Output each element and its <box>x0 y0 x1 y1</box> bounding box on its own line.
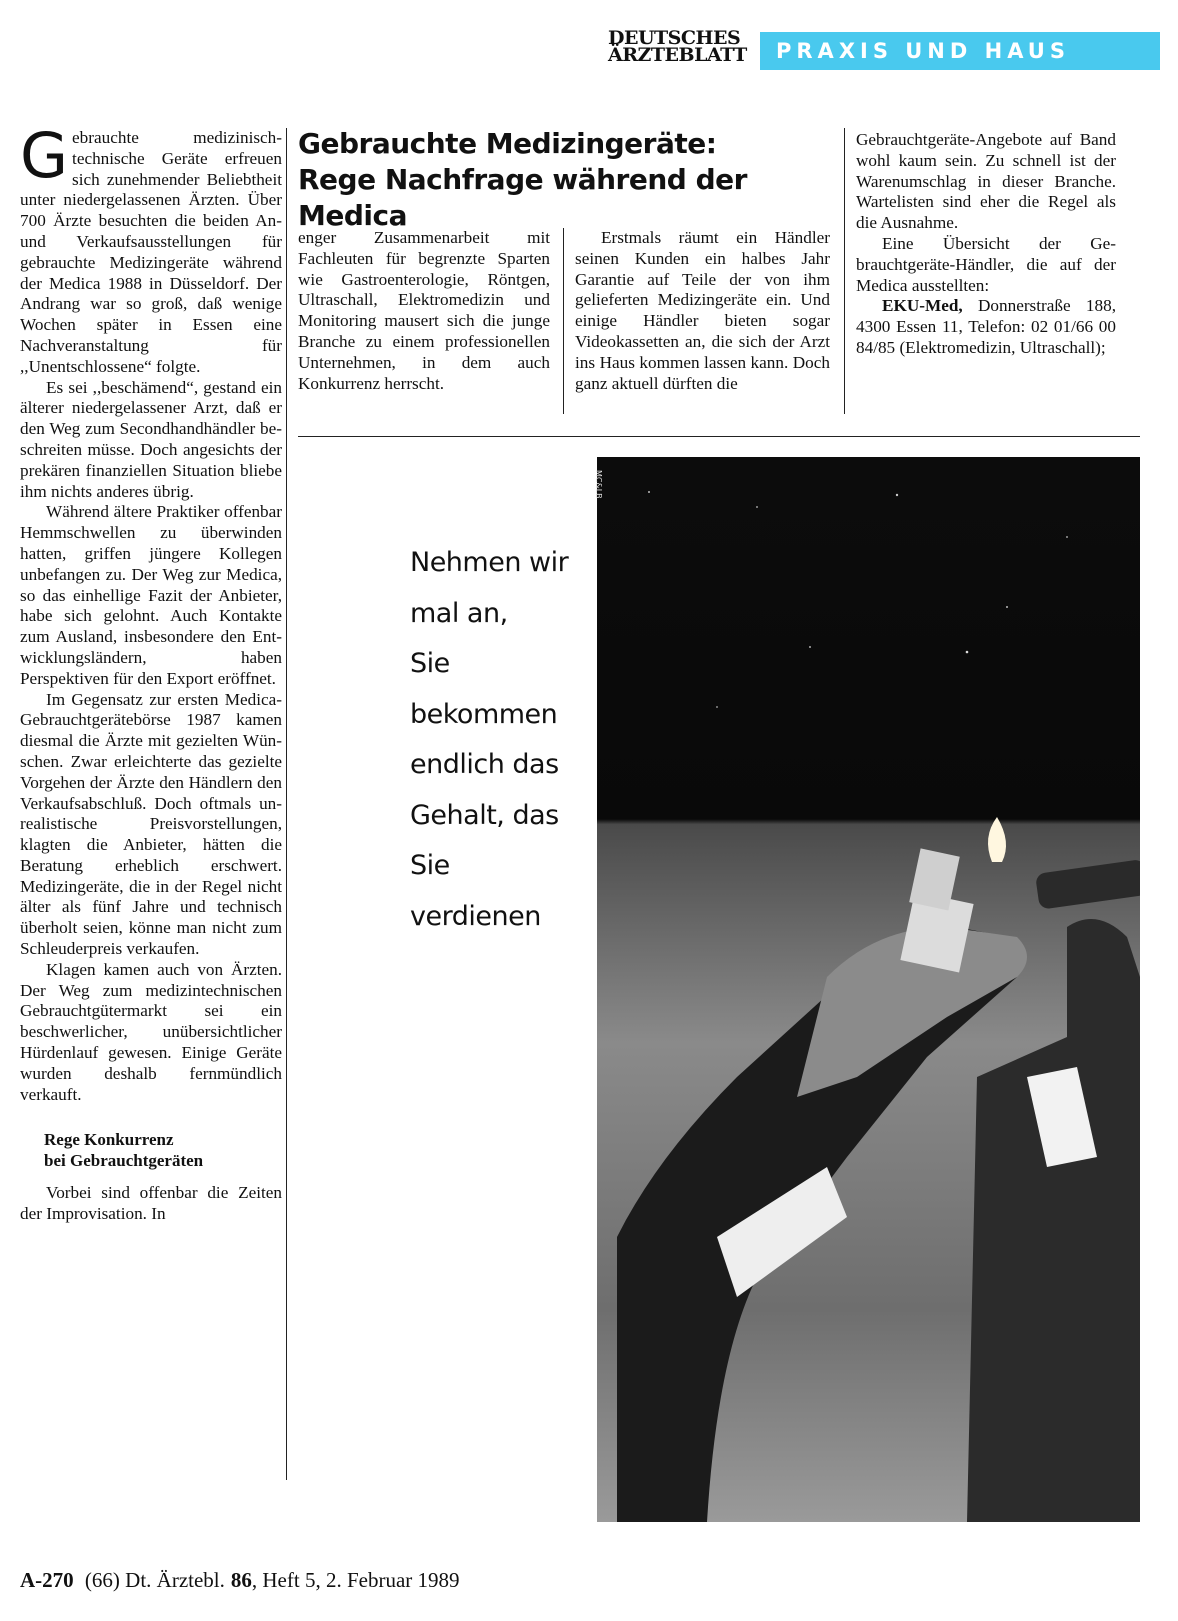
subheading-line-2: bei Gebrauchtgeräten <box>44 1151 204 1171</box>
paragraph: Erstmals räumt ein Händler seinen Kunden ein halbes Jahr Garantie auf Teile der von ihm gelieferten Medizingeräte ein. Und einige Händler bieten sogar Videokassetten an, die sich der Arzt ins Haus kommen lassen kann. Doch ganz aktuell dürften die <box>575 228 830 393</box>
company-address: Donnerstraße 188, 4300 Essen 11, Telefon: 02 01/66 00 84/85 (Elektromedizin, Ultraschall); <box>856 296 1116 357</box>
ad-line: mal an, <box>410 597 508 629</box>
headline-line-2: Rege Nachfrage während der Medica <box>298 163 747 232</box>
lead-paragraph <box>20 119 282 378</box>
volume-number: 86 <box>230 1568 252 1592</box>
paragraph: Vorbei sind offenbar die Zeiten der Improvisation. In <box>20 1183 282 1224</box>
lighter-cigar-illustration <box>597 457 1140 1522</box>
drop-cap: G <box>20 119 69 192</box>
masthead-line-2: ÄRZTEBLATT <box>608 44 747 66</box>
photo-credit: MC&LB <box>594 470 603 499</box>
advertisement-copy <box>410 538 600 942</box>
paragraph: Gebrauchtgeräte-Angebote auf Band wohl kaum sein. Zu schnell ist der Warenumschlag in dieser Branche. Wartelisten sind eher die Regel als die Ausnahme. <box>856 130 1116 233</box>
column-divider <box>563 228 564 414</box>
headline-line-1: Gebrauchte Medizingeräte: <box>298 127 717 160</box>
masthead-line-1: DEUTSCHES <box>608 27 741 49</box>
article-column-3 <box>575 228 830 394</box>
section-banner: PRAXIS UND HAUS <box>760 32 1160 70</box>
ad-line: Nehmen wir <box>410 547 569 578</box>
subheading-line-1: Rege Konkurrenz <box>44 1130 174 1150</box>
paragraph: Es sei ,,beschämend“, gestand ein älterer niedergelassener Arzt, daß er den Weg zum Secondhandhändler beschreiten müsse. Doch angesichts der prekären finanziellen Situation bliebe ihm nichts anderes übrig. <box>20 377 282 501</box>
masthead-logo <box>608 27 748 66</box>
ad-line: Sie bekommen <box>410 648 558 730</box>
paragraph: enger Zusammenarbeit mit Fachleuten für begrenzte Sparten wie Gastroenterologie, Röntgen, Ultraschall, Elektromedizin und Monitoring mausert sich die junge Branche zu einem professionellen Unternehmen, in dem auch Konkurrenz herrscht. <box>298 228 550 393</box>
paragraph: Im Gegensatz zur ersten Medica-Gebrauchtgerätebörse 1987 kamen diesmal die Ärzte mit gezielten Wünschen. Zwar erleichterte das gezielte Vorgehen der Ärzte den Händlern den Verkaufsabschluß. Doch oftmals unrealistische Preisvorstellungen, klagten die Anbieter, hätten die Beratung erheblich erschwert. Medizingeräte, die in der Regel nicht älter als fünf Jahre und technisch überholt seien, könne man nicht zum Schleuderpreis verkaufen. <box>20 689 282 959</box>
article-column-2 <box>298 228 550 394</box>
issue-date: , Heft 5, 2. Februar 1989 <box>251 1568 460 1592</box>
paragraph: Eine Übersicht der Gebrauchtgeräte-Händler, die auf der Medica ausstellten: <box>856 233 1116 295</box>
column-divider <box>844 128 845 414</box>
lead-paragraph-text: ebrauchte medizinisch-technische Geräte erfreuen sich zunehmender Beliebtheit unter niedergelassenen Ärzten. Über 700 Ärzte besuchten die beiden An- und Verkaufsausstellungen für gebrauchte Medizingeräte während der Medica 1988 in Düsseldorf. Der Andrang war so groß, daß wenige Wochen später in Essen eine Nachveranstaltung für ,,Unentschlossene“ folgte. <box>20 128 282 376</box>
article-headline <box>298 126 858 234</box>
column-divider <box>286 128 287 1480</box>
article-bottom-rule <box>298 436 1140 437</box>
journal-name: (66) Dt. Ärztebl. <box>84 1568 225 1592</box>
paragraph <box>856 296 1116 358</box>
ad-line: verdienen <box>410 900 541 932</box>
paragraph: Während ältere Praktiker offenbar Hemmschwellen zu überwinden hatten, griffen jüngere Kollegen unbefangen zu. Der Weg zur Medica, so das einhellige Fazit der Anbieter, habe sich gelohnt. Auch Kontakte zum Ausland, insbesondere den Entwicklungsländern, haben Perspektiven für den Export eröffnet. <box>20 502 282 688</box>
page-footer <box>20 1568 466 1593</box>
ad-line: endlich das <box>410 749 559 780</box>
subheading <box>44 1129 282 1171</box>
paragraph: Klagen kamen auch von Ärzten. Der Weg zum medizintechnischen Gebrauchtgütermarkt sei ein beschwerlicher, unübersichtlicher Hürdenlauf gewesen. Einige Geräte wurden deshalb fernmündlich verkauft. <box>20 959 282 1104</box>
article-column-4 <box>856 130 1116 359</box>
company-name: EKU-Med, <box>882 296 963 316</box>
advertisement-photo <box>597 457 1140 1522</box>
page-number: A-270 <box>20 1568 74 1592</box>
article-column-1 <box>20 119 282 1225</box>
ad-line: Gehalt, das Sie <box>410 799 559 881</box>
